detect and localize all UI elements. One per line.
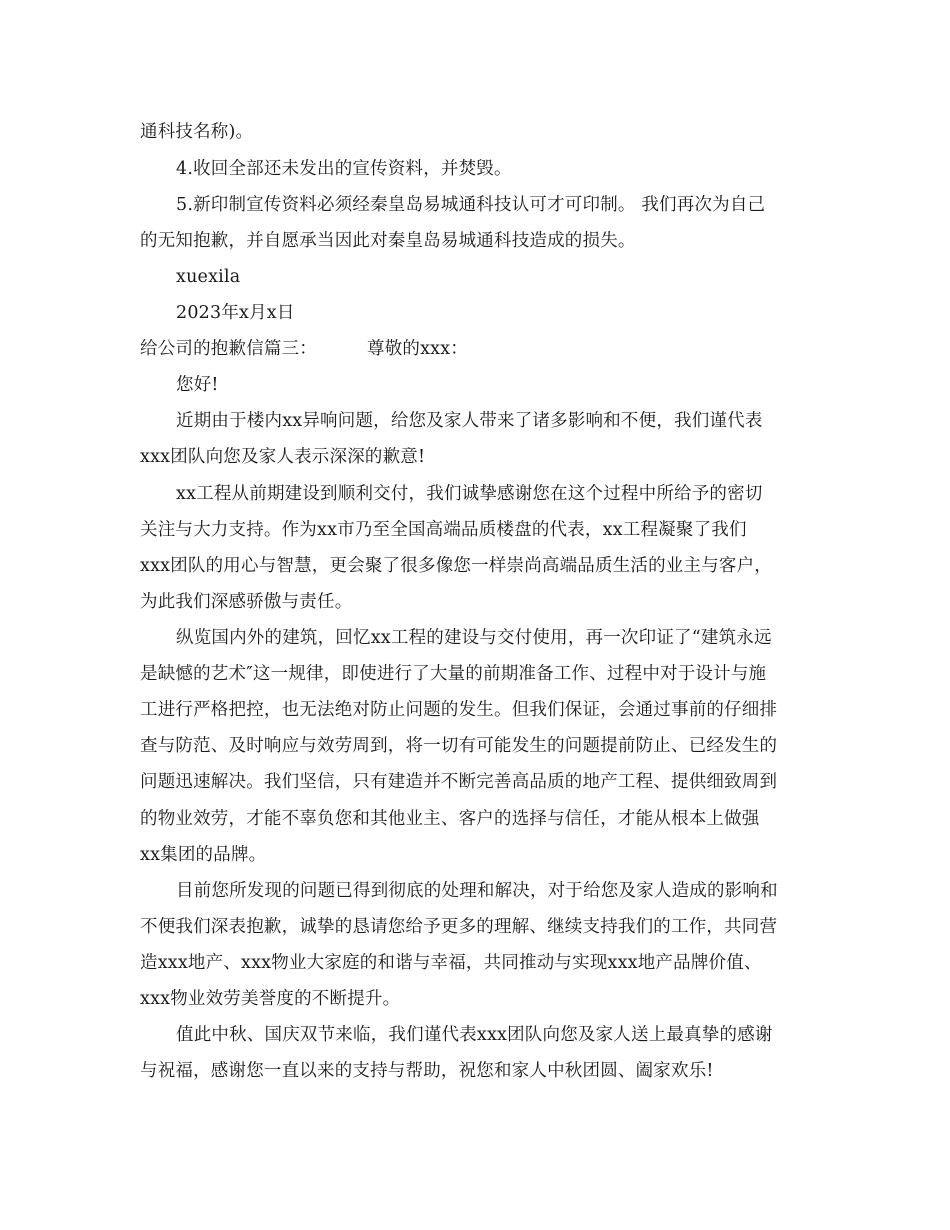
text-line: 近期由于楼内xx异响问题，给您及家人带来了诸多影响和不便，我们谨代表 [176, 411, 763, 431]
letter-heading [140, 337, 468, 361]
letter-title: 给公司的抱歉信篇三： [140, 339, 317, 359]
text-line: 与祝福，感谢您一直以来的支持与帮助，祝您和家人中秋团圆、阖家欢乐! [140, 1061, 714, 1081]
text-line: xxx团队的用心与智慧，更会聚了很多像您一样崇尚高端品质生活的业主与客户， [140, 556, 773, 576]
text-line: 工进行严格把控，也无法绝对防止问题的发生。但我们保证，会通过事前的仔细排 [140, 700, 778, 720]
text-line: xx工程从前期建设到顺利交付，我们诚挚感谢您在这个过程中所给予的密切 [176, 484, 763, 504]
text-line: 查与防范、及时响应与效劳周到，将一切有可能发生的问题提前防止、已经发生的 [140, 736, 778, 756]
date-line: 2023年x月x日 [176, 303, 295, 323]
text-line: 为此我们深感骄傲与责任。 [140, 592, 353, 612]
text-line: 不便我们深表抱歉，诚挚的恳请您给予更多的理解、继续支持我们的工作，共同营 [140, 917, 778, 937]
text-line: 的无知抱歉，并自愿承当因此对秦皇岛易城通科技造成的损失。 [140, 231, 636, 251]
text-line: 是缺憾的艺术″这一规律，即使进行了大量的前期准备工作、过程中对于设计与施 [140, 664, 767, 684]
text-line: 纵览国内外的建筑，回忆xx工程的建设与交付使用，再一次印证了“建筑永远 [176, 628, 772, 648]
text-line: 4.收回全部还未发出的宣传资料，并焚毁。 [176, 159, 512, 179]
text-line: 5.新印制宣传资料必须经秦皇岛易城通科技认可才可印制。 我们再次为自己 [176, 195, 766, 215]
greeting: 您好! [176, 375, 219, 395]
text-line: 目前您所发现的问题已得到彻底的处理和解决，对于给您及家人造成的影响和 [176, 881, 778, 901]
text-line: 的物业效劳，才能不辜负您和其他业主、客户的选择与信任，才能从根本上做强 [140, 809, 760, 829]
text-line: 造xxx地产、xxx物业大家庭的和谐与幸福，共同推动与实现xxx地产品牌价值、 [140, 953, 762, 973]
text-line: 通科技名称)。 [140, 122, 254, 142]
text-line: 问题迅速解决。我们坚信，只有建造并不断完善高品质的地产工程、提供细致周到 [140, 772, 778, 792]
text-line: xxx团队向您及家人表示深深的歉意! [140, 447, 426, 467]
text-line: 值此中秋、国庆双节来临，我们谨代表xxx团队向您及家人送上最真挚的感谢 [176, 1025, 773, 1045]
signature-name: xuexila [176, 267, 241, 287]
text-line: xxx物业效劳美誉度的不断提升。 [140, 989, 401, 1009]
salutation: 尊敬的xxx： [367, 339, 469, 359]
text-line: 关注与大力支持。作为xx市乃至全国高端品质楼盘的代表，xx工程凝聚了我们 [140, 520, 747, 540]
text-line: xx集团的品牌。 [140, 845, 267, 865]
